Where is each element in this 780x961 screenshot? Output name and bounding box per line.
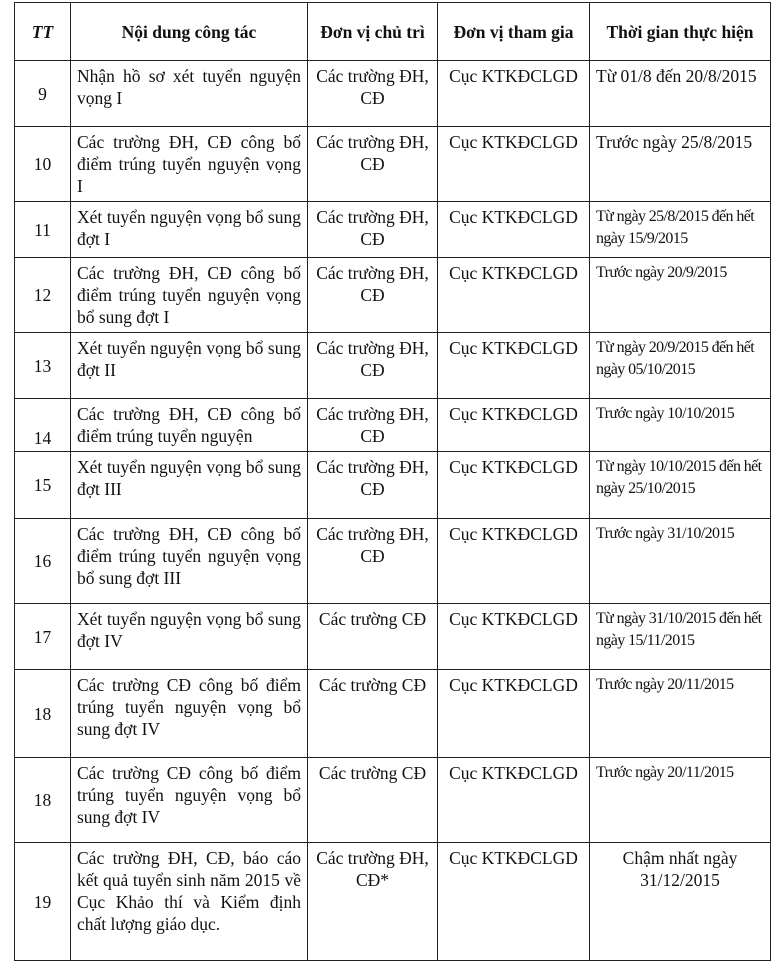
row-time: Từ ngày 31/10/2015 đến hết ngày 15/11/2015 bbox=[590, 604, 771, 670]
row-content bbox=[71, 399, 308, 452]
table-row bbox=[15, 399, 771, 452]
row-content: Các trường CĐ công bố điểm trúng tuyển nguyện vọng bổ sung đợt IV bbox=[71, 758, 308, 843]
row-content: Các trường ĐH, CĐ công bố điểm trúng tuyển nguyện vọng bổ sung đợt I bbox=[71, 258, 308, 333]
row-lead-unit: Các trường CĐ bbox=[308, 670, 438, 758]
row-content: Các trường ĐH, CĐ công bố điểm trúng tuyển nguyện vọng bổ sung đợt III bbox=[71, 519, 308, 604]
row-participating-unit: Cục KTKĐCLGD bbox=[438, 604, 590, 670]
row-number: 17 bbox=[15, 604, 71, 670]
table-row bbox=[15, 670, 771, 758]
row-participating-unit: Cục KTKĐCLGD bbox=[438, 519, 590, 604]
row-participating-unit: Cục KTKĐCLGD bbox=[438, 670, 590, 758]
row-content: Các trường CĐ công bố điểm trúng tuyển nguyện vọng bổ sung đợt IV bbox=[71, 670, 308, 758]
row-lead-unit: Các trường ĐH, CĐ bbox=[308, 452, 438, 519]
row-lead-unit: Các trường ĐH, CĐ bbox=[308, 399, 438, 452]
row-lead-unit: Các trường ĐH, CĐ bbox=[308, 127, 438, 202]
table-row bbox=[15, 604, 771, 670]
row-time: Trước ngày 20/11/2015 bbox=[590, 758, 771, 843]
row-time: Từ 01/8 đến 20/8/2015 bbox=[590, 61, 771, 127]
row-content-text: Các trường ĐH, CĐ công bố điểm trúng tuyển nguyện bbox=[77, 404, 301, 446]
row-time: Trước ngày 20/11/2015 bbox=[590, 670, 771, 758]
header-time: Thời gian thực hiện bbox=[590, 3, 771, 61]
row-participating-unit: Cục KTKĐCLGD bbox=[438, 843, 590, 961]
row-time: Trước ngày 25/8/2015 bbox=[590, 127, 771, 202]
row-content: Nhận hồ sơ xét tuyển nguyện vọng I bbox=[71, 61, 308, 127]
header-content: Nội dung công tác bbox=[71, 3, 308, 61]
row-participating-unit: Cục KTKĐCLGD bbox=[438, 202, 590, 258]
row-lead-unit: Các trường ĐH, CĐ* bbox=[308, 843, 438, 961]
header-participating-unit: Đơn vị tham gia bbox=[438, 3, 590, 61]
row-lead-unit: Các trường ĐH, CĐ bbox=[308, 258, 438, 333]
header-lead-unit: Đơn vị chủ trì bbox=[308, 3, 438, 61]
row-content: Các trường ĐH, CĐ công bố điểm trúng tuyển nguyện vọng I bbox=[71, 127, 308, 202]
table-row bbox=[15, 61, 771, 127]
row-participating-unit: Cục KTKĐCLGD bbox=[438, 61, 590, 127]
table-row bbox=[15, 202, 771, 258]
row-participating-unit: Cục KTKĐCLGD bbox=[438, 333, 590, 399]
row-participating-unit: Cục KTKĐCLGD bbox=[438, 127, 590, 202]
row-number: 18 bbox=[15, 758, 71, 843]
table-row bbox=[15, 127, 771, 202]
row-content: Xét tuyển nguyện vọng bổ sung đợt III bbox=[71, 452, 308, 519]
row-participating-unit: Cục KTKĐCLGD bbox=[438, 399, 590, 452]
table-row bbox=[15, 519, 771, 604]
header-tt: TT bbox=[15, 3, 71, 61]
row-time: Trước ngày 31/10/2015 bbox=[590, 519, 771, 604]
row-number: 9 bbox=[15, 61, 71, 127]
row-number: 16 bbox=[15, 519, 71, 604]
row-lead-unit: Các trường ĐH, CĐ bbox=[308, 519, 438, 604]
row-lead-unit: Các trường CĐ bbox=[308, 758, 438, 843]
row-time: Từ ngày 20/9/2015 đến hết ngày 05/10/2015 bbox=[590, 333, 771, 399]
row-number: 12 bbox=[15, 258, 71, 333]
table-row bbox=[15, 452, 771, 519]
row-time: Trước ngày 20/9/2015 bbox=[590, 258, 771, 333]
row-time: Trước ngày 10/10/2015 bbox=[590, 399, 771, 452]
row-lead-unit: Các trường ĐH, CĐ bbox=[308, 202, 438, 258]
header-row bbox=[15, 3, 771, 61]
row-lead-unit: Các trường ĐH, CĐ bbox=[308, 333, 438, 399]
row-time: Từ ngày 10/10/2015 đến hết ngày 25/10/2015 bbox=[590, 452, 771, 519]
table-row bbox=[15, 843, 771, 961]
row-number: 11 bbox=[15, 202, 71, 258]
row-number: 18 bbox=[15, 670, 71, 758]
table-row bbox=[15, 333, 771, 399]
table-row bbox=[15, 258, 771, 333]
row-lead-unit: Các trường CĐ bbox=[308, 604, 438, 670]
row-participating-unit: Cục KTKĐCLGD bbox=[438, 452, 590, 519]
row-lead-unit: Các trường ĐH, CĐ bbox=[308, 61, 438, 127]
row-time: Chậm nhất ngày 31/12/2015 bbox=[590, 843, 771, 961]
row-number: 10 bbox=[15, 127, 71, 202]
row-time: Từ ngày 25/8/2015 đến hết ngày 15/9/2015 bbox=[590, 202, 771, 258]
row-content: Xét tuyển nguyện vọng bổ sung đợt II bbox=[71, 333, 308, 399]
row-participating-unit: Cục KTKĐCLGD bbox=[438, 258, 590, 333]
table-row bbox=[15, 758, 771, 843]
schedule-table bbox=[14, 2, 771, 961]
row-number: 19 bbox=[15, 843, 71, 961]
row-content: Xét tuyển nguyện vọng bổ sung đợt I bbox=[71, 202, 308, 258]
row-participating-unit: Cục KTKĐCLGD bbox=[438, 758, 590, 843]
row-number: 15 bbox=[15, 452, 71, 519]
row-content: Xét tuyển nguyện vọng bổ sung đợt IV bbox=[71, 604, 308, 670]
row-number: 13 bbox=[15, 333, 71, 399]
row-number: 14 bbox=[15, 399, 71, 452]
row-content: Các trường ĐH, CĐ, báo cáo kết quả tuyển sinh năm 2015 về Cục Khảo thí và Kiểm định chất lượng giáo dục. bbox=[71, 843, 308, 961]
